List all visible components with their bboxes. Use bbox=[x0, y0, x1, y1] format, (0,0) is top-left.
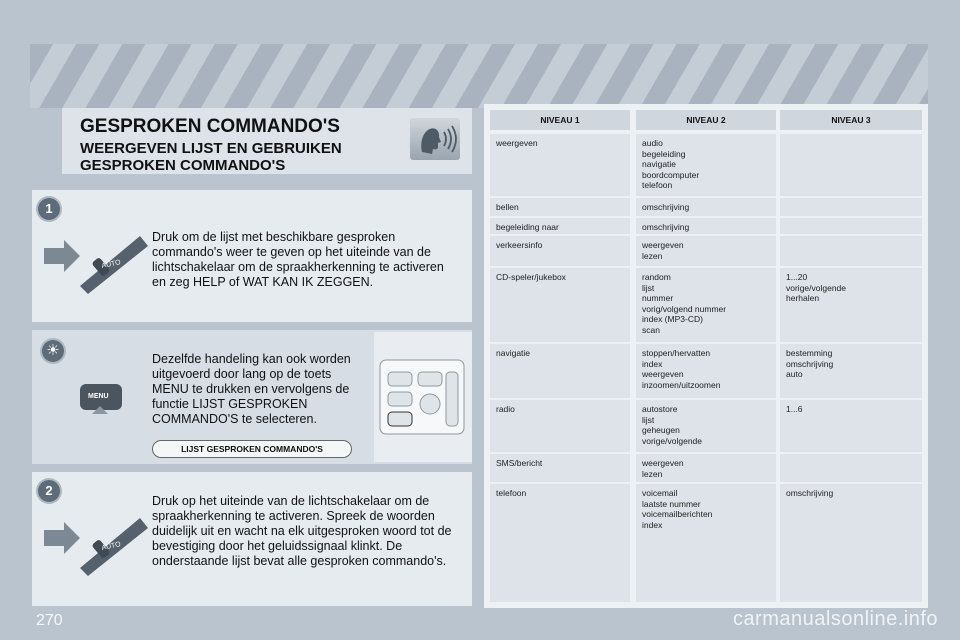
tip-sun-icon: ☀ bbox=[42, 340, 64, 362]
step-2-text: Druk op het uiteinde van de lichtschakelaar om de spraakherkenning te activeren. Spreek de woorden duidelijk uit en wacht na elk uitgesproken woord tot de bevestiging door het geluidssignaal klinkt. De onderstaande lijst bevat alle gesproken commando's. bbox=[152, 494, 452, 568]
page-number: 270 bbox=[36, 612, 63, 629]
table-cell-r7-niveau-2: autostore lijst geheugen vorige/volgende bbox=[636, 400, 776, 452]
table-cell-r7-niveau-1: radio bbox=[490, 400, 630, 452]
table-header-niveau-2: NIVEAU 2 bbox=[636, 110, 776, 130]
table-cell-r4-niveau-1: verkeersinfo bbox=[490, 236, 630, 266]
table-cell-r1-niveau-2: audio begeleiding navigatie boordcomputer telefoon bbox=[636, 134, 776, 196]
svg-text:AUTO: AUTO bbox=[100, 259, 122, 270]
table-header-niveau-1: NIVEAU 1 bbox=[490, 110, 630, 130]
table-cell-r9-niveau-1: telefoon bbox=[490, 484, 630, 602]
table-cell-r3-niveau-3 bbox=[780, 218, 922, 234]
step-1-text: Druk om de lijst met beschikbare gesproken commando's weer te geven op het uiteinde van de lichtschakelaar om de spraakherkenning te activeren en zeg HELP of WAT KAN IK ZEGGEN. bbox=[152, 230, 444, 289]
table-cell-r6-niveau-1: navigatie bbox=[490, 344, 630, 398]
table-cell-r3-niveau-2: omschrijving bbox=[636, 218, 776, 234]
table-cell-r9-niveau-3: omschrijving bbox=[780, 484, 922, 602]
tip-text: Dezelfde handeling kan ook worden uitgevoerd door lang op de toets MENU te drukken en vervolgens de functie LIJST GESPROKEN COMMANDO'S te selecteren. bbox=[152, 352, 351, 426]
decorative-banner bbox=[30, 44, 928, 108]
light-stalk-illustration-1 bbox=[40, 228, 150, 298]
table-cell-r8-niveau-3 bbox=[780, 454, 922, 482]
table-header-niveau-3: NIVEAU 3 bbox=[780, 110, 922, 130]
svg-text:AUTO: AUTO bbox=[100, 541, 122, 552]
page-subtitle: WEERGEVEN LIJST EN GEBRUIKEN GESPROKEN COMMANDO'S bbox=[80, 140, 342, 174]
table-cell-r6-niveau-3: bestemming omschrijving auto bbox=[780, 344, 922, 398]
table-cell-r8-niveau-2: weergeven lezen bbox=[636, 454, 776, 482]
table-cell-r3-niveau-1: begeleiding naar bbox=[490, 218, 630, 234]
page-title: GESPROKEN COMMANDO'S bbox=[80, 116, 340, 137]
watermark: carmanualsonline.info bbox=[732, 608, 938, 630]
table-cell-r7-niveau-3: 1...6 bbox=[780, 400, 922, 452]
table-cell-r2-niveau-3 bbox=[780, 198, 922, 216]
table-cell-r1-niveau-1: weergeven bbox=[490, 134, 630, 196]
table-cell-r5-niveau-1: CD-speler/jukebox bbox=[490, 268, 630, 342]
light-stalk-illustration-2 bbox=[40, 510, 150, 580]
step-2-badge: 2 bbox=[38, 480, 60, 502]
step-1-badge: 1 bbox=[38, 198, 60, 220]
table-cell-r5-niveau-2: random lijst nummer vorig/volgend nummer index (MP3-CD) scan bbox=[636, 268, 776, 342]
table-cell-r4-niveau-2: weergeven lezen bbox=[636, 236, 776, 266]
table-cell-r1-niveau-3 bbox=[780, 134, 922, 196]
table-cell-r2-niveau-2: omschrijving bbox=[636, 198, 776, 216]
table-cell-r4-niveau-3 bbox=[780, 236, 922, 266]
audio-panel-illustration bbox=[374, 332, 472, 462]
table-cell-r9-niveau-2: voicemail laatste nummer voicemailberichten index bbox=[636, 484, 776, 602]
voice-commands-list-button: LIJST GESPROKEN COMMANDO'S bbox=[152, 440, 352, 458]
menu-key-label: MENU bbox=[88, 393, 109, 400]
voice-command-icon bbox=[410, 118, 460, 160]
table-cell-r6-niveau-2: stoppen/hervatten index weergeven inzoomen/uitzoomen bbox=[636, 344, 776, 398]
table-cell-r5-niveau-3: 1...20 vorige/volgende herhalen bbox=[780, 268, 922, 342]
table-cell-r2-niveau-1: bellen bbox=[490, 198, 630, 216]
table-cell-r8-niveau-1: SMS/bericht bbox=[490, 454, 630, 482]
